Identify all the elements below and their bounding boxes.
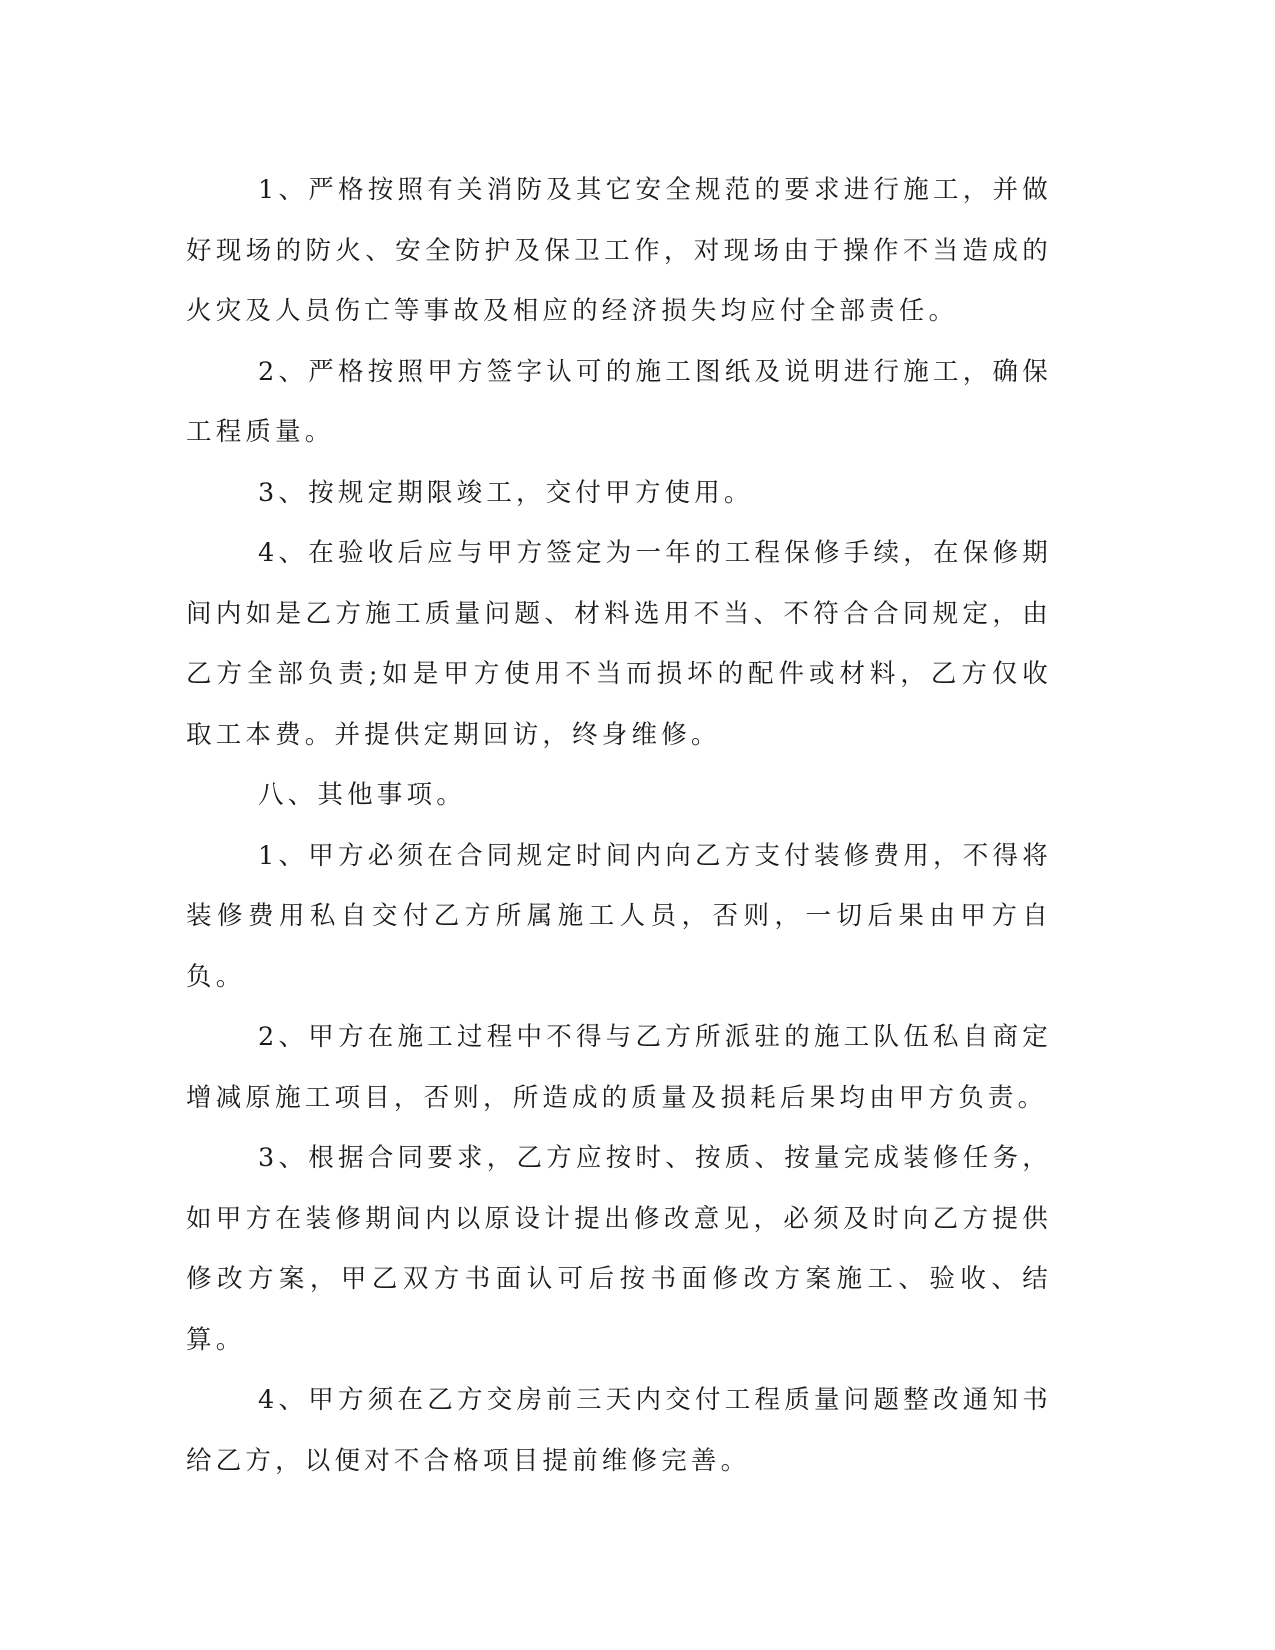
paragraph-warranty: 4、在验收后应与甲方签定为一年的工程保修手续，在保修期间内如是乙方施工质量问题、材料选用不当、不符合合同规定，由乙方全部负责;如是甲方使用不当而损坏的配件或材料，乙方仅收取工本费。并提供定期回访，终身维修。 [186, 538, 1052, 750]
paragraph-rectification-notice: 4、甲方须在乙方交房前三天内交付工程质量问题整改通知书给乙方，以便对不合格项目提前维修完善。 [186, 1385, 1052, 1476]
paragraph-no-private-changes: 2、甲方在施工过程中不得与乙方所派驻的施工队伍私自商定增减原施工项目，否则，所造成的质量及损耗后果均由甲方负责。 [186, 1022, 1052, 1113]
paragraph-construction-quality: 2、严格按照甲方签字认可的施工图纸及说明进行施工，确保工程质量。 [186, 356, 1052, 447]
paragraph-safety-responsibility: 1、严格按照有关消防及其它安全规范的要求进行施工，并做好现场的防火、安全防护及保卫工作，对现场由于操作不当造成的火灾及人员伤亡等事故及相应的经济损失均应付全部责任。 [186, 175, 1052, 326]
paragraph-design-modifications: 3、根据合同要求，乙方应按时、按质、按量完成装修任务，如甲方在装修期间内以原设计提出修改意见，必须及时向乙方提供修改方案，甲乙双方书面认可后按书面修改方案施工、验收、结算。 [186, 1143, 1052, 1355]
paragraph-completion-deadline: 3、按规定期限竣工，交付甲方使用。 [258, 477, 754, 508]
document-body [186, 160, 1052, 1491]
section-heading-other-matters: 八、其他事项。 [258, 780, 466, 810]
paragraph-payment: 1、甲方必须在合同规定时间内向乙方支付装修费用，不得将装修费用私自交付乙方所属施工人员，否则，一切后果由甲方自负。 [186, 840, 1052, 992]
